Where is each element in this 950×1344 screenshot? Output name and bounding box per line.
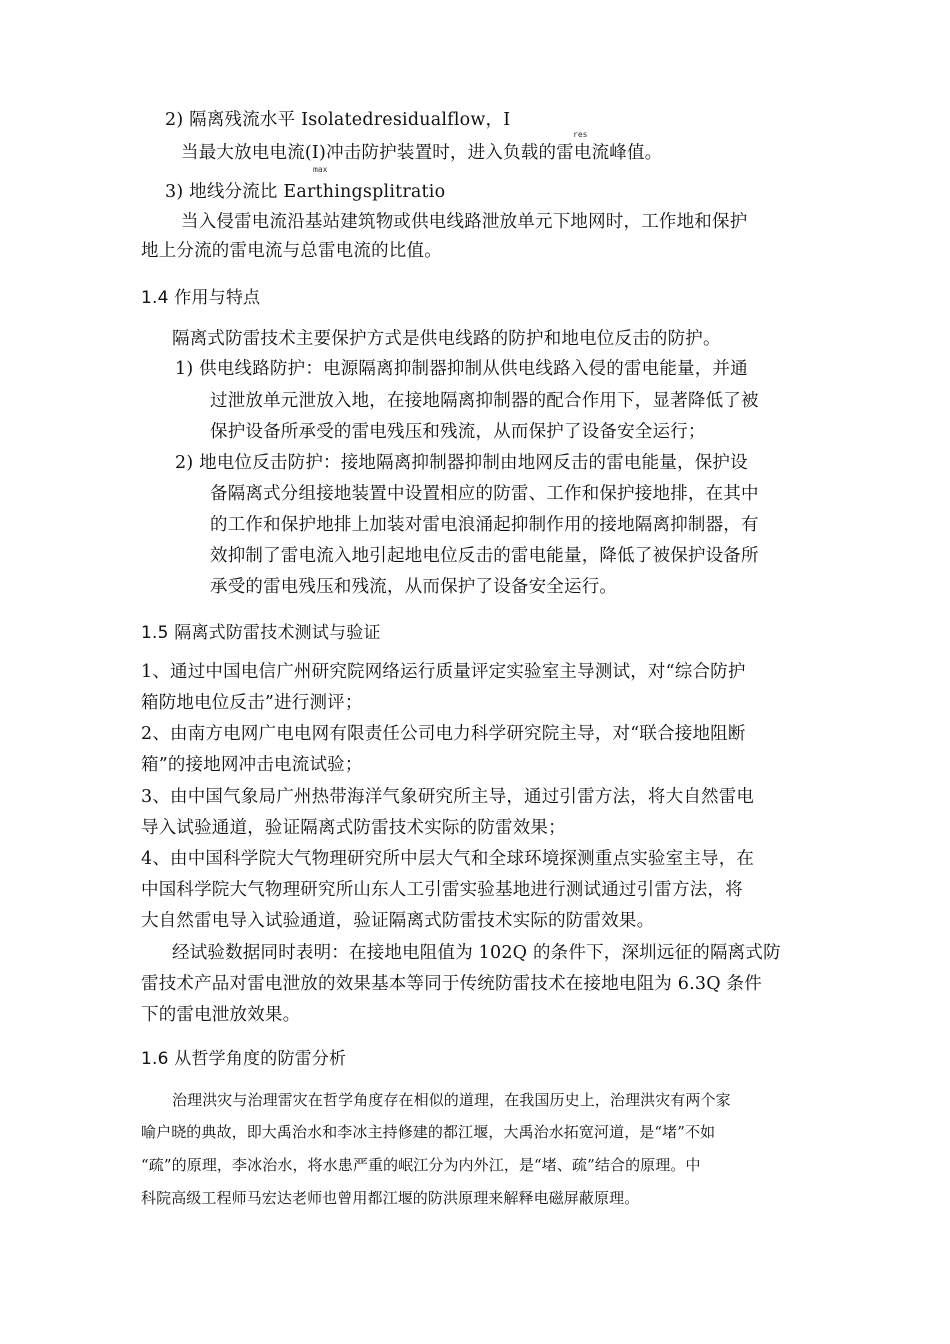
section-1-4-heading: 1.4 作用与特点 [141,288,261,308]
section-1-4-item-1-line-3: 保护设备所承受的雷电残压和残流，从而保护了设备安全运行； [210,422,706,442]
section-1-5-paragraph-5-line-3: 下的雷电泄放效果。 [141,1005,301,1025]
section-1-4-item-2-line-4: 效抑制了雷电流入地引起地电位反击的雷电能量，降低了被保护设备所 [210,546,759,566]
section-1-5-paragraph-5-line-2: 雷技术产品对雷电泄放的效果基本等同于传统防雷技术在接地电阻为 6.3Q 条件 [141,974,762,994]
section-1-4-item-1-line-1: 1) 供电线路防护：电源隔离抑制器抑制从供电线路入侵的雷电能量，并通 [175,359,748,379]
subscript-max: max [313,165,328,174]
section-1-5-paragraph-2-line-2: 箱”的接地网冲击电流试验； [141,755,363,775]
section-1-5-paragraph-5-line-1: 经试验数据同时表明：在接地电阻值为 102Q 的条件下，深圳远征的隔离式防 [172,943,781,963]
section-1-4-item-2-line-2: 备隔离式分组接地装置中设置相应的防雷、工作和保护接地排，在其中 [210,484,759,504]
section-1-5-paragraph-3-line-1: 3、由中国气象局广州热带海洋气象研究所主导，通过引雷方法，将大自然雷电 [141,787,755,807]
section-1-4-intro: 隔离式防雷技术主要保护方式是供电线路的防护和地电位反击的防护。 [172,329,721,349]
section-1-4-item-2-line-3: 的工作和保护地排上加装对雷电浪涌起抑制作用的接地隔离抑制器，有 [210,515,759,535]
section-1-6-line-4: 科院高级工程师马宏达老师也曾用都江堰的防洪原理来解释电磁屏蔽原理。 [141,1189,640,1207]
section-1-4-item-2-line-1: 2) 地电位反击防护：接地隔离抑制器抑制由地网反击的雷电能量，保护设 [175,453,748,473]
subscript-res: res [573,130,588,139]
section-1-6-line-1: 治理洪灾与治理雷灾在哲学角度存在相似的道理，在我国历史上，治理洪灾有两个家 [172,1091,731,1109]
definition-item-3-line-1: 当入侵雷电流沿基站建筑物或供电线路泄放单元下地网时，工作地和保护 [181,212,748,232]
section-1-6-line-3: “疏”的原理，李冰治水，将水患严重的岷江分为内外江，是“堵、疏”结合的原理。中 [141,1156,701,1174]
section-1-5-paragraph-1-line-1: 1、通过中国电信广州研究院网络运行质量评定实验室主导测试，对“综合防护 [141,662,746,682]
section-1-4-item-1-line-2: 过泄放单元泄放入地，在接地隔离抑制器的配合作用下，显著降低了被 [210,391,759,411]
section-1-5-heading: 1.5 隔离式防雷技术测试与验证 [141,623,381,643]
definition-item-3-line-2: 地上分流的雷电流与总雷电流的比值。 [141,241,442,261]
definition-item-3-title: 3) 地线分流比 Earthingsplitratio [165,182,446,202]
section-1-4-item-2-line-5: 承受的雷电残压和残流，从而保护了设备安全运行。 [210,577,618,597]
section-1-5-paragraph-1-line-2: 箱防地电位反击”进行测评； [141,693,363,713]
section-1-6-heading: 1.6 从哲学角度的防雷分析 [141,1049,347,1069]
section-1-5-paragraph-4-line-2: 中国科学院大气物理研究所山东人工引雷实验基地进行测试通过引雷方法，将 [141,880,743,900]
section-1-5-paragraph-4-line-3: 大自然雷电导入试验通道，验证隔离式防雷技术实际的防雷效果。 [141,911,655,931]
definition-item-2-title: 2) 隔离残流水平 Isolatedresidualflow，I [165,110,511,130]
section-1-6-line-2: 喻户晓的典故，即大禹治水和李冰主持修建的都江堰，大禹治水拓宽河道，是“堵”不如 [141,1123,716,1141]
section-1-5-paragraph-2-line-1: 2、由南方电网广电电网有限责任公司电力科学研究院主导，对“联合接地阻断 [141,724,746,744]
section-1-5-paragraph-3-line-2: 导入试验通道，验证隔离式防雷技术实际的防雷效果； [141,818,566,838]
definition-item-2-description: 当最大放电电流(I)冲击防护装置时，进入负载的雷电流峰值。 [181,143,663,163]
section-1-5-paragraph-4-line-1: 4、由中国科学院大气物理研究所中层大气和全球环境探测重点实验室主导，在 [141,849,755,869]
